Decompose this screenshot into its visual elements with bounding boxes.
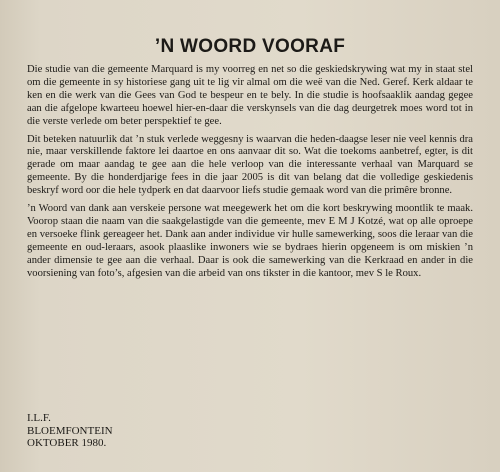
paragraph-3: ’n Woord van dank aan verskeie persone wat meegewerk het om die kort beskrywing moontlik te maak. Voorop staan die naam van die saakgelastigde van die gemeente, mev E M J Kotzé, wat op alle oproepe en versoeke flink gereageer het. Dank aan ander individue vir hulle samewerking, soos die leraar van die gemeente en oud-leraars, asook plaaslike inwoners wie se bydraes hierin opgeneem is om miskien ’n ander dimensie te gee aan die verhaal. Daar is ook die samewerking van die Kerkraad en ander in die voorsiening van foto’s, afgesien van die arbeid van ons tikster in die kantoor, mev S le Roux. xyxy=(27,203,473,279)
page-title: ’N WOORD VOORAF xyxy=(154,36,346,57)
body-text xyxy=(27,64,473,286)
paragraph-2: Dit beteken natuurlik dat ’n stuk verlede weggesny is waarvan die heden-daagse leser nie veel kennis dra nie, maar verskillende faktore lei daartoe en ons aanvaar dit so. Wat die toekoms aanbetref, egter, is dit gerade om maar aandag te gee aan die hele verloop van die interessante verhaal van Marquard se gemeente. By die honderdjarige fees in die jaar 2005 is dit van belang dat die volledige geskiedenis beskryf word oor die hele tydperk en dat daarvoor liefs studie gemaak word van die primêre bronne. xyxy=(27,133,473,197)
signature-place: BLOEMFONTEIN xyxy=(27,424,113,437)
paragraph-1: Die studie van die gemeente Marquard is my voorreg en net so die geskiedskrywing wat my in staat stel om die gemeente in sy historiese gang uit te lig vir almal om die weë van die Ned. Geref. Kerk aldaar te ken en die werk van die Gees van God te bespeur en te bely. In die studie is hoofsaaklik aandag gegee aan die afgelope kwarteeu hoewel hier-en-daar die verskynsels van die dag deurgetrek moes word tot in die verste verlede om beter perspektief te gee. xyxy=(27,64,473,127)
signature-block xyxy=(27,412,113,450)
signature-date: OKTOBER 1980. xyxy=(27,437,107,449)
signature-initials: I.L.F. xyxy=(27,412,51,424)
